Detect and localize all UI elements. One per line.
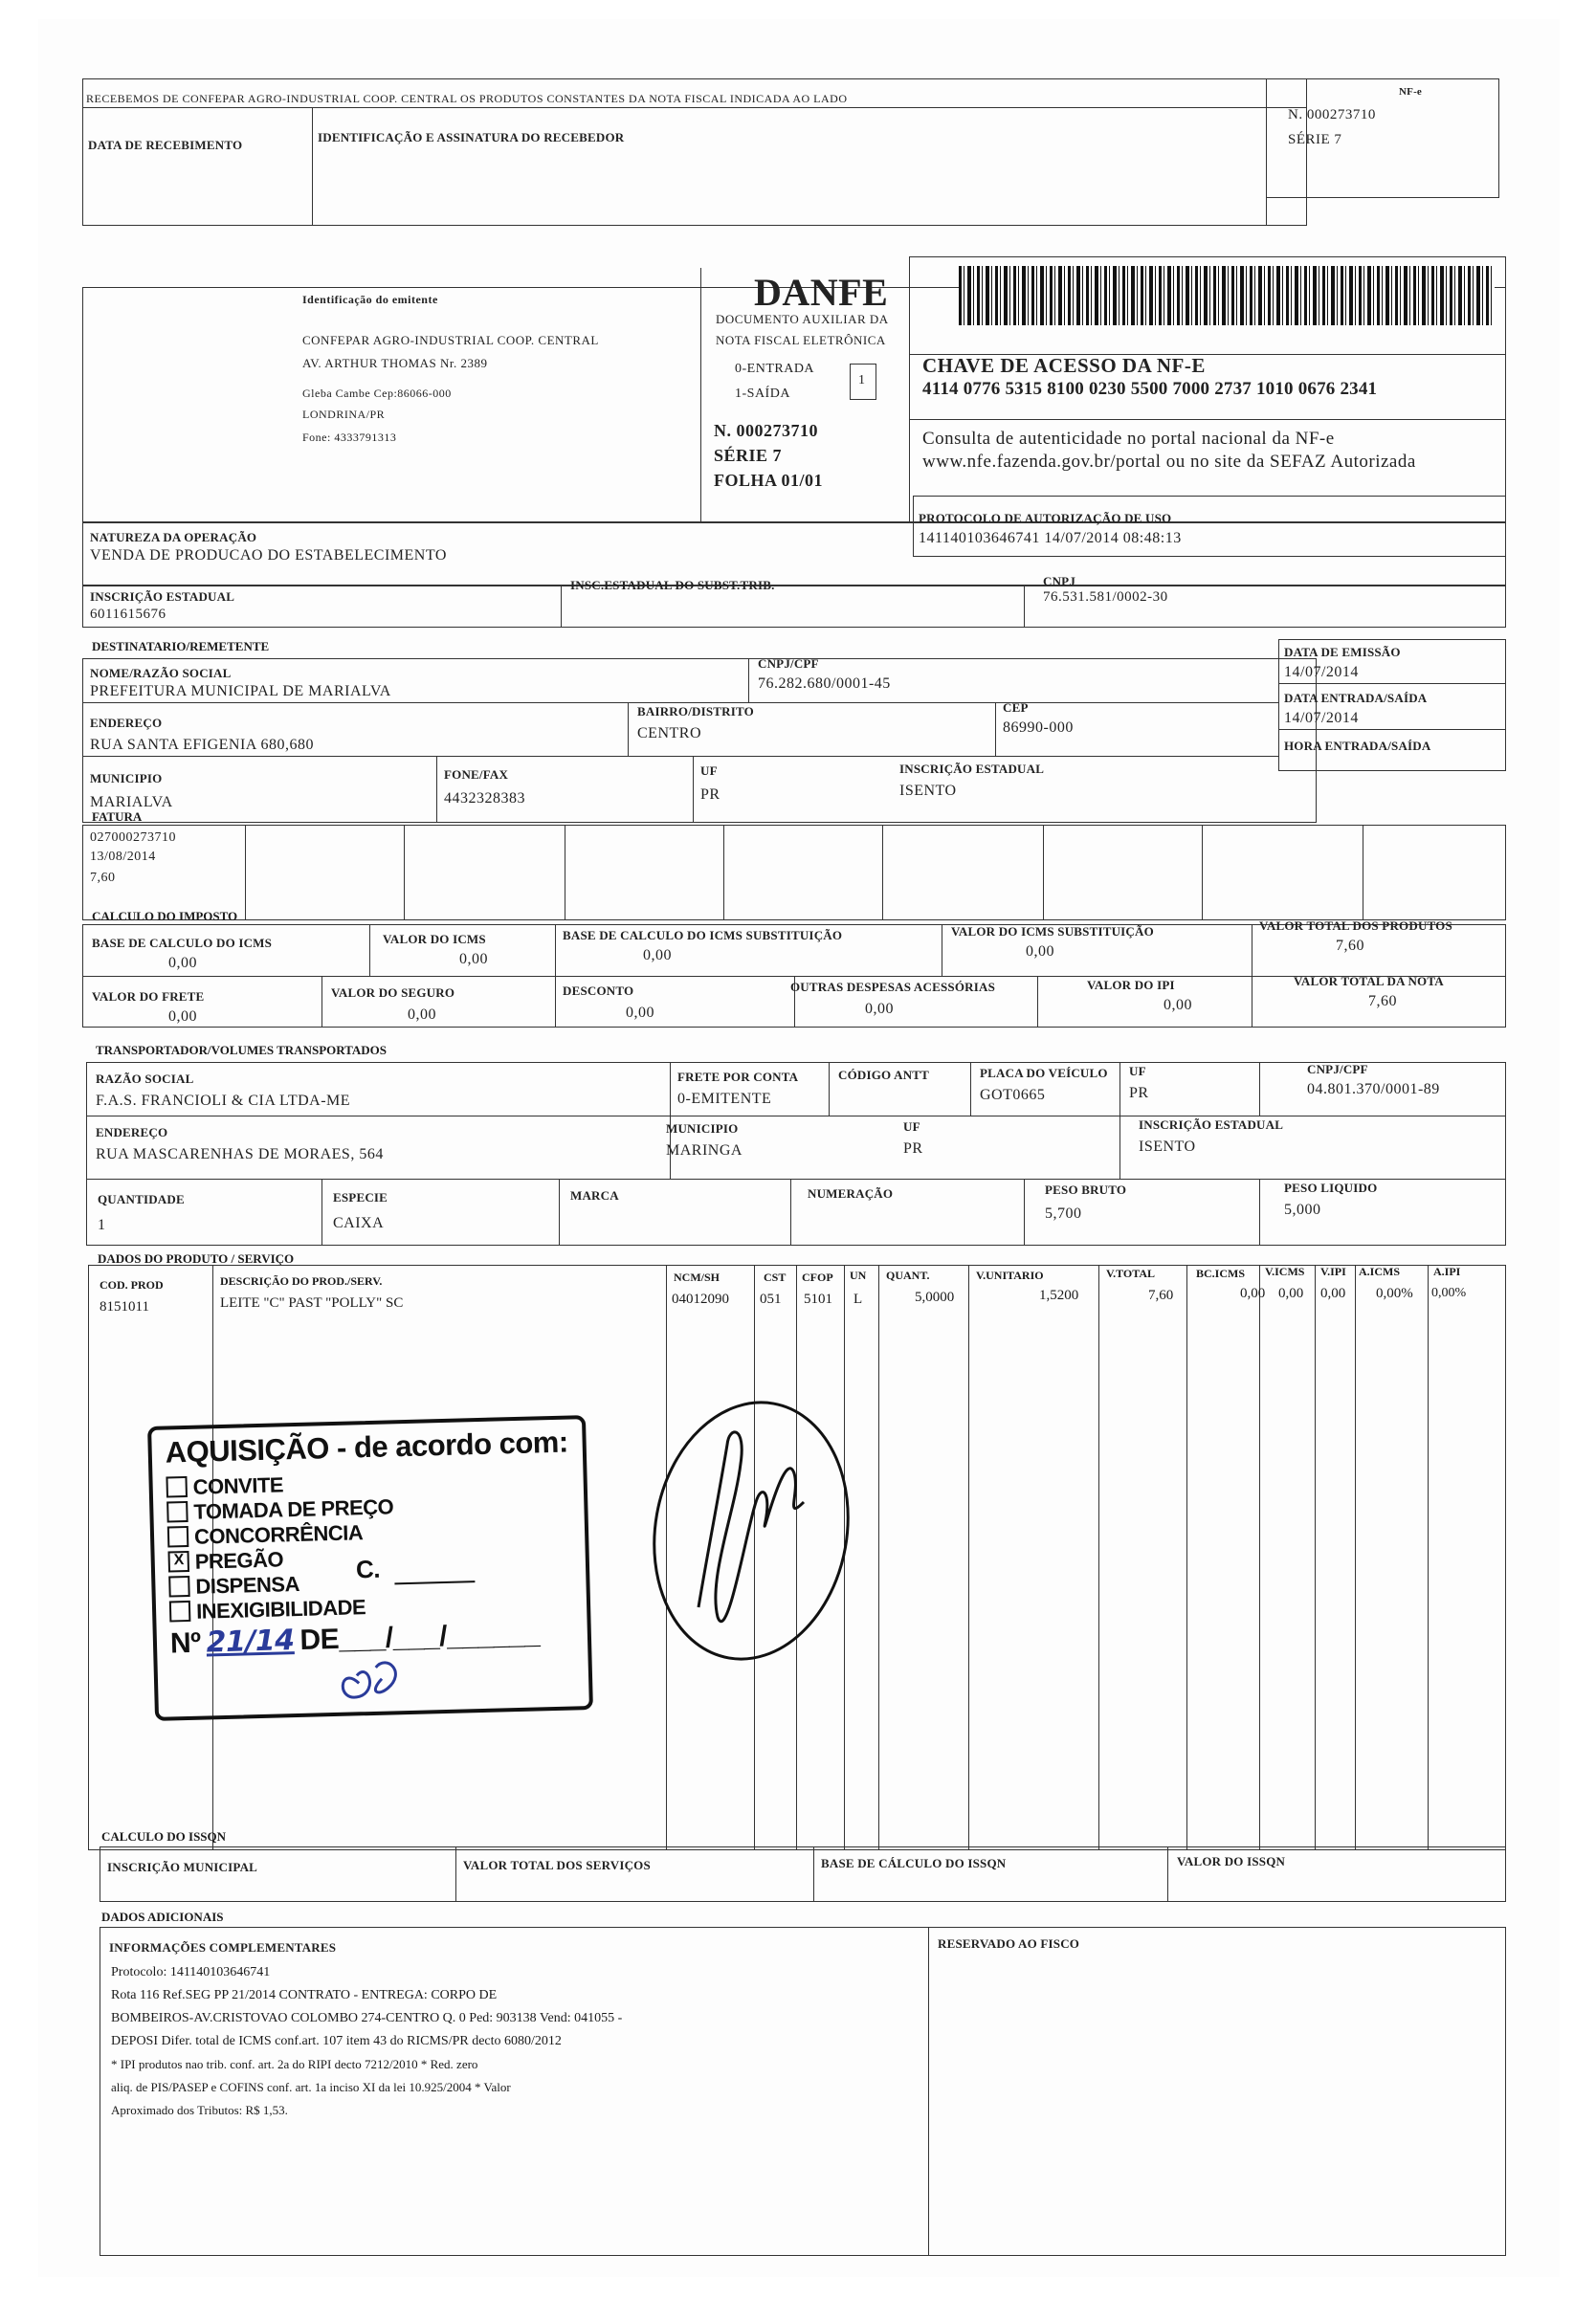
natureza-label: NATUREZA DA OPERAÇÃO (90, 530, 257, 544)
info-line: Protocolo: 141140103646741 (111, 1965, 271, 1979)
v-nota: 7,60 (1368, 993, 1397, 1009)
fone: 4432328383 (444, 790, 525, 807)
peso-bruto-label: PESO BRUTO (1045, 1183, 1127, 1197)
col-quant: QUANT. (886, 1269, 930, 1282)
info-line: DEPOSI Difer. total de ICMS conf.art. 107 item 43 do RICMS/PR decto 6080/2012 (111, 2034, 562, 2048)
dest-cnpj-label: CNPJ/CPF (758, 656, 819, 671)
protocolo-label: PROTOCOLO DE AUTORIZAÇÃO DE USO (919, 511, 1172, 525)
transp-municipio: MARINGA (666, 1142, 743, 1159)
item-quant: 5,0000 (915, 1290, 955, 1305)
fatura-vencimento: 13/08/2014 (90, 850, 156, 864)
data-recebimento-label: DATA DE RECEBIMENTO (88, 138, 243, 152)
v-st: 0,00 (1026, 943, 1054, 960)
item-vunit: 1,5200 (1039, 1288, 1079, 1303)
dest-ie: ISENTO (899, 783, 957, 799)
dest-cnpj: 76.282.680/0001-45 (758, 675, 891, 692)
emitente-fone: Fone: 4333791313 (302, 431, 397, 444)
item-cfop: 5101 (804, 1292, 832, 1307)
adicionais-section: DADOS ADICIONAIS (101, 1910, 224, 1924)
destinatario-section: DESTINATARIO/REMETENTE (92, 639, 270, 653)
col-cfop: CFOP (802, 1271, 833, 1284)
data-emissao: 14/07/2014 (1284, 664, 1359, 680)
info-line: * IPI produtos nao trib. conf. art. 2a do RIPI decto 7212/2010 * Red. zero (111, 2057, 478, 2071)
bc-icms: 0,00 (168, 955, 197, 971)
item-ncm: 04012090 (672, 1292, 729, 1307)
frete: 0,00 (168, 1008, 197, 1025)
stamp-inexig: INEXIGIBILIDADE (169, 1595, 366, 1625)
info-line: Rota 116 Ref.SEG PP 21/2014 CONTRATO - ENTREGA: CORPO DE (111, 1988, 498, 2002)
v-nota-label: VALOR TOTAL DA NOTA (1294, 974, 1444, 988)
outras: 0,00 (865, 1001, 894, 1017)
emitente-endereco: AV. ARTHUR THOMAS Nr. 2389 (302, 356, 488, 370)
stamp-initials (329, 1653, 416, 1709)
emitente-gleba: Gleba Cambe Cep:86066-000 (302, 387, 452, 400)
bc-st: 0,00 (643, 947, 672, 963)
info-line: aliq. de PIS/PASEP e COFINS conf. art. 1a inciso XI da lei 10.925/2004 * Valor (111, 2080, 511, 2094)
consulta-line2: www.nfe.fazenda.gov.br/portal ou no site da SEFAZ Autorizada (922, 452, 1416, 472)
info-line: BOMBEIROS-AV.CRISTOVAO COLOMBO 274-CENTRO Q. 0 Ped: 903138 Vend: 041055 - (111, 2011, 623, 2025)
transp-razao: F.A.S. FRANCIOLI & CIA LTDA-ME (96, 1093, 351, 1109)
pregao-checkbox: X (167, 1551, 189, 1573)
dest-nome-label: NOME/RAZÃO SOCIAL (90, 666, 232, 680)
bc-issqn-label: BASE DE CÁLCULO DO ISSQN (821, 1856, 1007, 1870)
dest-endereco-label: ENDEREÇO (90, 716, 163, 730)
seguro: 0,00 (408, 1006, 436, 1023)
transp-municipio-label: MUNICIPIO (666, 1121, 739, 1136)
fone-label: FONE/FAX (444, 767, 509, 782)
convite-checkbox (166, 1476, 188, 1498)
dest-uf: PR (700, 786, 720, 803)
col-desc: DESCRIÇÃO DO PROD./SERV. (220, 1274, 383, 1288)
issqn-section: CALCULO DO ISSQN (101, 1829, 227, 1844)
chave-value: 4114 0776 5315 8100 0230 5500 7000 2737 1010 0676 2341 (922, 379, 1378, 399)
stamp-title: AQUISIÇÃO - de acordo com: (165, 1425, 569, 1470)
danfe-saida: 1-SAÍDA (735, 387, 790, 401)
danfe-page (38, 19, 1560, 2277)
v-issqn-label: VALOR DO ISSQN (1177, 1854, 1286, 1868)
transp-ie-label: INSCRIÇÃO ESTADUAL (1139, 1117, 1284, 1132)
ipi: 0,00 (1164, 997, 1192, 1013)
item-aipi: 0,00% (1431, 1286, 1467, 1300)
cep-label: CEP (1003, 700, 1029, 715)
bc-st-label: BASE DE CALCULO DO ICMS SUBSTITUIÇÃO (563, 928, 843, 942)
ie-st-label: INSC.ESTADUAL DO SUBST.TRIB. (570, 578, 775, 592)
antt-label: CÓDIGO ANTT (838, 1068, 930, 1082)
stamp-c-label: C. (355, 1554, 381, 1584)
placa: GOT0665 (980, 1087, 1046, 1103)
danfe-entrada: 0-ENTRADA (735, 362, 815, 376)
col-cst: CST (764, 1271, 787, 1284)
danfe-serie: SÉRIE 7 (714, 446, 783, 465)
inexig-checkbox (169, 1601, 191, 1623)
placa-label: PLACA DO VEÍCULO (980, 1066, 1108, 1080)
peso-liquido: 5,000 (1284, 1202, 1321, 1218)
col-un: UN (850, 1269, 867, 1282)
info-label: INFORMAÇÕES COMPLEMENTARES (109, 1940, 337, 1955)
frete-label: VALOR DO FRETE (92, 989, 205, 1004)
canhoto-serie: SÉRIE 7 (1288, 132, 1342, 147)
fatura-section: FATURA (92, 809, 143, 824)
item-bcicms: 0,00 (1240, 1286, 1266, 1301)
col-vicms: V.ICMS (1265, 1265, 1305, 1278)
im-label: INSCRIÇÃO MUNICIPAL (107, 1860, 258, 1874)
item-un: L (853, 1292, 863, 1307)
signature (641, 1387, 861, 1674)
emitente-cidade: LONDRINA/PR (302, 408, 386, 421)
marca-label: MARCA (570, 1188, 619, 1203)
emitente-label: Identificação do emitente (302, 293, 438, 306)
stamp-pregao: X PREGÃO (167, 1547, 283, 1575)
col-aicms: A.ICMS (1359, 1265, 1401, 1278)
data-es-label: DATA ENTRADA/SAÍDA (1284, 691, 1428, 705)
danfe-numero: N. 000273710 (714, 421, 818, 440)
natureza-value: VENDA DE PRODUCAO DO ESTABELECIMENTO (90, 547, 447, 564)
transp-uf2: PR (903, 1140, 923, 1157)
bc-icms-label: BASE DE CALCULO DO ICMS (92, 936, 273, 950)
danfe-title: DANFE (754, 271, 889, 314)
v-st-label: VALOR DO ICMS SUBSTITUIÇÃO (951, 924, 1154, 939)
col-bcicms: BC.ICMS (1196, 1267, 1246, 1280)
item-desc: LEITE "C" PAST "POLLY" SC (220, 1295, 404, 1311)
col-aipi: A.IPI (1433, 1265, 1461, 1278)
danfe-sub1: DOCUMENTO AUXILIAR DA (716, 312, 889, 326)
dest-municipio-label: MUNICIPIO (90, 771, 163, 785)
transp-uf-label: UF (1129, 1064, 1146, 1078)
fatura-valor: 7,60 (90, 871, 116, 885)
especie-label: ESPECIE (333, 1190, 388, 1205)
stamp-numero-row: Nº 21/14 DE___/___/______ (169, 1618, 541, 1660)
cep: 86990-000 (1003, 719, 1074, 736)
item-cst: 051 (760, 1292, 782, 1307)
col-ncm: NCM/SH (674, 1271, 720, 1284)
seguro-label: VALOR DO SEGURO (331, 985, 455, 1000)
qtd-label: QUANTIDADE (98, 1192, 185, 1206)
cnpj-emit-label: CNPJ (1043, 574, 1076, 588)
stamp-tomada: TOMADA DE PREÇO (166, 1494, 393, 1525)
danfe-sub2: NOTA FISCAL ELETRÔNICA (716, 333, 886, 347)
v-prod: 7,60 (1336, 938, 1364, 954)
danfe-tipo: 1 (858, 373, 866, 387)
transp-razao-label: RAZÃO SOCIAL (96, 1072, 194, 1086)
data-emissao-label: DATA DE EMISSÃO (1284, 645, 1401, 659)
tomada-checkbox (166, 1501, 188, 1523)
desconto: 0,00 (626, 1005, 654, 1021)
especie: CAIXA (333, 1215, 385, 1231)
fisco-label: RESERVADO AO FISCO (938, 1936, 1080, 1951)
item-vicms: 0,00 (1278, 1286, 1304, 1301)
v-icms-label: VALOR DO ICMS (383, 932, 486, 946)
produtos-section: DADOS DO PRODUTO / SERVIÇO (98, 1251, 295, 1266)
data-es: 14/07/2014 (1284, 710, 1359, 726)
numeracao-label: NUMERAÇÃO (808, 1186, 894, 1201)
protocolo-value: 141140103646741 14/07/2014 08:48:13 (919, 530, 1182, 546)
col-vtotal: V.TOTAL (1106, 1267, 1156, 1280)
item-vipi: 0,00 (1320, 1286, 1346, 1301)
hora-es-label: HORA ENTRADA/SAÍDA (1284, 739, 1431, 753)
v-prod-label: VALOR TOTAL DOS PRODUTOS (1259, 918, 1452, 933)
aquisicao-stamp (147, 1415, 593, 1721)
nfe-label: NF-e (1399, 86, 1423, 98)
canhoto-numero: N. 000273710 (1288, 107, 1376, 122)
ie-value: 6011615676 (90, 607, 166, 622)
consulta-line1: Consulta de autenticidade no portal nacional da NF-e (922, 429, 1335, 449)
danfe-folha: FOLHA 01/01 (714, 471, 824, 490)
frete-conta: 0-EMITENTE (677, 1091, 772, 1107)
transp-uf2-label: UF (903, 1119, 920, 1134)
item-vtotal: 7,60 (1148, 1288, 1174, 1303)
stamp-convite: CONVITE (166, 1472, 283, 1500)
bairro-label: BAIRRO/DISTRITO (637, 704, 754, 718)
emitente-nome: CONFEPAR AGRO-INDUSTRIAL COOP. CENTRAL (302, 333, 599, 347)
desconto-label: DESCONTO (563, 984, 634, 998)
transp-uf: PR (1129, 1085, 1149, 1101)
transp-endereco-label: ENDEREÇO (96, 1125, 168, 1139)
access-key-barcode (959, 266, 1495, 325)
v-icms: 0,00 (459, 951, 488, 967)
imposto-section: CALCULO DO IMPOSTO (92, 909, 238, 923)
fatura-numero: 027000273710 (90, 830, 176, 845)
info-line: Aproximado dos Tributos: R$ 1,53. (111, 2103, 288, 2117)
dest-ie-label: INSCRIÇÃO ESTADUAL (899, 762, 1045, 776)
stamp-numero: 21/14 (206, 1624, 295, 1660)
transp-ie: ISENTO (1139, 1138, 1196, 1155)
ipi-label: VALOR DO IPI (1087, 978, 1175, 992)
bairro: CENTRO (637, 725, 701, 741)
ie-label: INSCRIÇÃO ESTADUAL (90, 589, 235, 604)
col-vunit: V.UNITARIO (976, 1269, 1044, 1282)
transp-cnpj: 04.801.370/0001-89 (1307, 1081, 1440, 1097)
item-aicms: 0,00% (1376, 1286, 1413, 1301)
dispensa-checkbox (168, 1576, 190, 1598)
stamp-c-line (394, 1581, 475, 1584)
concorrencia-checkbox (167, 1526, 189, 1548)
stamp-dispensa: DISPENSA (168, 1572, 299, 1601)
col-vipi: V.IPI (1320, 1265, 1346, 1278)
dest-nome: PREFEITURA MUNICIPAL DE MARIALVA (90, 683, 391, 699)
item-cod: 8151011 (100, 1299, 149, 1315)
col-cod: COD. PROD (100, 1278, 164, 1292)
dest-municipio: MARIALVA (90, 794, 173, 810)
servicos-label: VALOR TOTAL DOS SERVIÇOS (463, 1858, 651, 1872)
outras-label: OUTRAS DESPESAS ACESSÓRIAS (790, 980, 995, 994)
stamp-concorrencia: CONCORRÊNCIA (167, 1520, 364, 1550)
cnpj-emit-value: 76.531.581/0002-30 (1043, 589, 1168, 605)
dest-endereco: RUA SANTA EFIGENIA 680,680 (90, 737, 314, 753)
chave-label: CHAVE DE ACESSO DA NF-E (922, 354, 1206, 377)
transp-endereco: RUA MASCARENHAS DE MORAES, 564 (96, 1146, 384, 1162)
transp-cnpj-label: CNPJ/CPF (1307, 1062, 1368, 1076)
frete-conta-label: FRETE POR CONTA (677, 1070, 799, 1084)
transportador-section: TRANSPORTADOR/VOLUMES TRANSPORTADOS (96, 1043, 388, 1057)
dest-uf-label: UF (700, 763, 718, 778)
peso-bruto: 5,700 (1045, 1205, 1082, 1222)
canhoto-recebemos: RECEBEMOS DE CONFEPAR AGRO-INDUSTRIAL COOP. CENTRAL OS PRODUTOS CONSTANTES DA NOTA FISCAL INDICADA AO LADO (86, 92, 848, 105)
identificacao-label: IDENTIFICAÇÃO E ASSINATURA DO RECEBEDOR (318, 130, 625, 144)
qtd: 1 (98, 1217, 106, 1233)
peso-liquido-label: PESO LIQUIDO (1284, 1181, 1378, 1195)
